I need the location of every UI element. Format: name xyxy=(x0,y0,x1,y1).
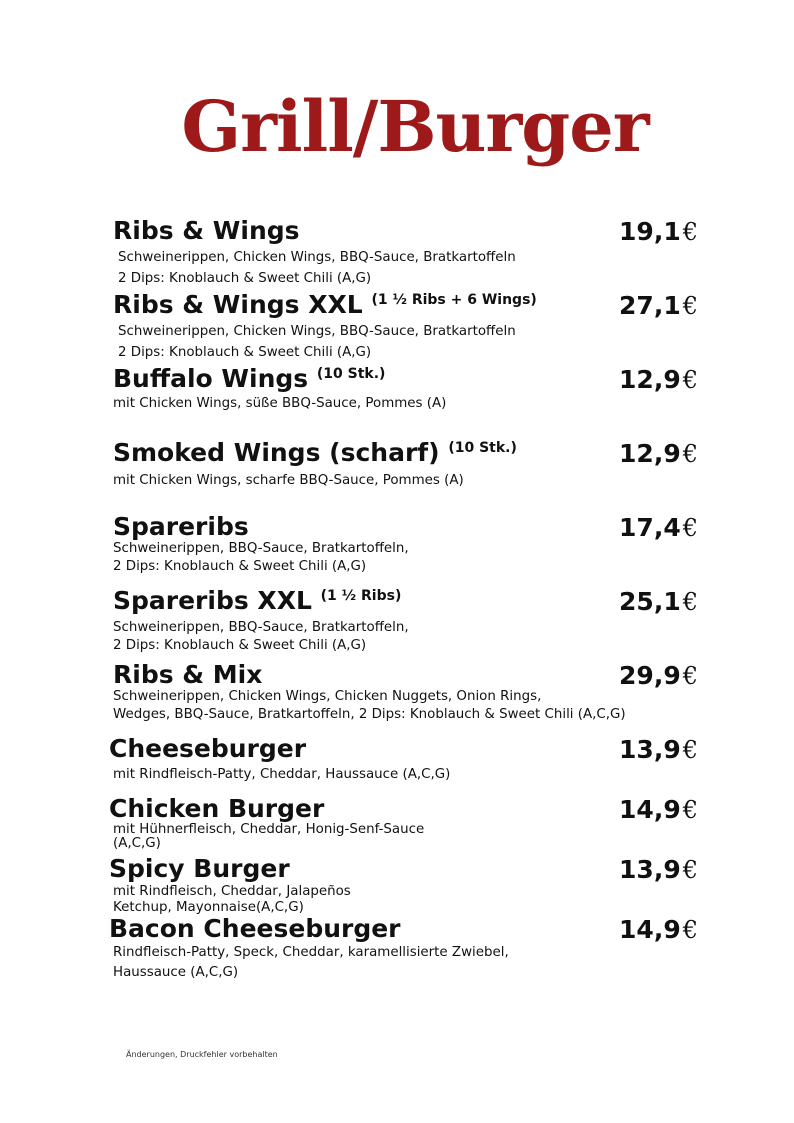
item-description: Haussauce (A,C,G) xyxy=(113,965,239,980)
price-value: 13,9 xyxy=(619,735,681,764)
item-name xyxy=(109,796,324,821)
item-name-text: Cheeseburger xyxy=(109,734,307,763)
item-description: Schweinerippen, Chicken Wings, BBQ-Sauce, Bratkartoffeln xyxy=(118,250,516,265)
item-description: Wedges, BBQ-Sauce, Bratkartoffeln, 2 Dips: Knoblauch & Sweet Chili (A,C,G) xyxy=(113,707,626,722)
item-description: mit Rindfleisch, Cheddar, Jalapeños xyxy=(113,884,351,899)
item-description: Schweinerippen, BBQ-Sauce, Bratkartoffeln, xyxy=(113,541,409,556)
item-description: mit Hühnerfleisch, Cheddar, Honig-Senf-Sauce xyxy=(113,822,425,837)
item-description: Ketchup, Mayonnaise(A,C,G) xyxy=(113,900,304,915)
euro-sign: € xyxy=(682,440,698,468)
item-name xyxy=(113,366,385,391)
item-description: (A,C,G) xyxy=(113,836,161,851)
item-description: mit Rindfleisch-Patty, Cheddar, Haussauce (A,C,G) xyxy=(113,767,451,782)
item-name-text: Ribs & Mix xyxy=(113,660,263,689)
price-value: 29,9 xyxy=(619,661,681,690)
item-description: 2 Dips: Knoblauch & Sweet Chili (A,G) xyxy=(118,345,372,360)
item-name xyxy=(113,292,537,317)
item-description: mit Chicken Wings, süße BBQ-Sauce, Pommes (A) xyxy=(113,396,447,411)
item-description: Schweinerippen, Chicken Wings, Chicken Nuggets, Onion Rings, xyxy=(113,689,542,704)
item-price xyxy=(619,293,698,318)
price-value: 19,1 xyxy=(619,217,681,246)
item-price xyxy=(619,663,698,688)
price-value: 27,1 xyxy=(619,291,681,320)
item-name-text: Buffalo Wings xyxy=(113,364,309,393)
item-portion-note: (1 ½ Ribs) xyxy=(320,588,402,604)
item-name-text: Chicken Burger xyxy=(109,794,325,823)
price-value: 25,1 xyxy=(619,587,681,616)
euro-sign: € xyxy=(682,856,698,884)
price-value: 14,9 xyxy=(619,795,681,824)
item-price xyxy=(619,917,698,942)
item-name-text: Bacon Cheeseburger xyxy=(109,914,401,943)
item-name-text: Spareribs XXL xyxy=(113,586,312,615)
item-description: Schweinerippen, BBQ-Sauce, Bratkartoffeln, xyxy=(113,620,409,635)
item-name-text: Smoked Wings (scharf) xyxy=(113,438,440,467)
item-portion-note: (10 Stk.) xyxy=(316,366,386,382)
euro-sign: € xyxy=(682,588,698,616)
item-name-text: Ribs & Wings XXL xyxy=(113,290,363,319)
item-description: Rindfleisch-Patty, Speck, Cheddar, karamellisierte Zwiebel, xyxy=(113,945,509,960)
item-name-text: Ribs & Wings xyxy=(113,216,300,245)
item-name xyxy=(113,588,401,613)
item-name xyxy=(113,440,517,465)
item-name xyxy=(113,662,262,687)
item-name-text: Spicy Burger xyxy=(109,854,290,883)
euro-sign: € xyxy=(682,916,698,944)
euro-sign: € xyxy=(682,514,698,542)
item-description: 2 Dips: Knoblauch & Sweet Chili (A,G) xyxy=(113,559,367,574)
item-portion-note: (10 Stk.) xyxy=(448,440,517,456)
price-value: 13,9 xyxy=(619,855,681,884)
euro-sign: € xyxy=(682,292,698,320)
item-price xyxy=(619,589,698,614)
item-description: mit Chicken Wings, scharfe BBQ-Sauce, Pommes (A) xyxy=(113,473,464,488)
item-name xyxy=(113,218,300,243)
item-price xyxy=(619,515,698,540)
item-description: 2 Dips: Knoblauch & Sweet Chili (A,G) xyxy=(118,271,372,286)
item-name xyxy=(109,916,401,941)
price-value: 12,9 xyxy=(619,439,681,468)
item-portion-note: (1 ½ Ribs + 6 Wings) xyxy=(371,292,537,308)
euro-sign: € xyxy=(682,736,698,764)
item-name-text: Spareribs xyxy=(113,512,249,541)
item-description: 2 Dips: Knoblauch & Sweet Chili (A,G) xyxy=(113,638,367,653)
item-price xyxy=(619,737,698,762)
page-title: Grill/Burger xyxy=(181,85,649,168)
price-value: 17,4 xyxy=(619,513,681,542)
item-price xyxy=(619,367,698,392)
euro-sign: € xyxy=(682,366,698,394)
item-name xyxy=(109,856,290,881)
item-price xyxy=(619,857,698,882)
price-value: 14,9 xyxy=(619,915,681,944)
item-name xyxy=(113,514,249,539)
item-description: Schweinerippen, Chicken Wings, BBQ-Sauce, Bratkartoffeln xyxy=(118,324,516,339)
euro-sign: € xyxy=(682,662,698,690)
euro-sign: € xyxy=(682,796,698,824)
footnote: Änderungen, Druckfehler vorbehalten xyxy=(126,1050,278,1059)
price-value: 12,9 xyxy=(619,365,681,394)
item-price xyxy=(619,441,698,466)
item-price xyxy=(619,797,698,822)
item-name xyxy=(109,736,306,761)
item-price xyxy=(619,219,698,244)
euro-sign: € xyxy=(682,218,698,246)
